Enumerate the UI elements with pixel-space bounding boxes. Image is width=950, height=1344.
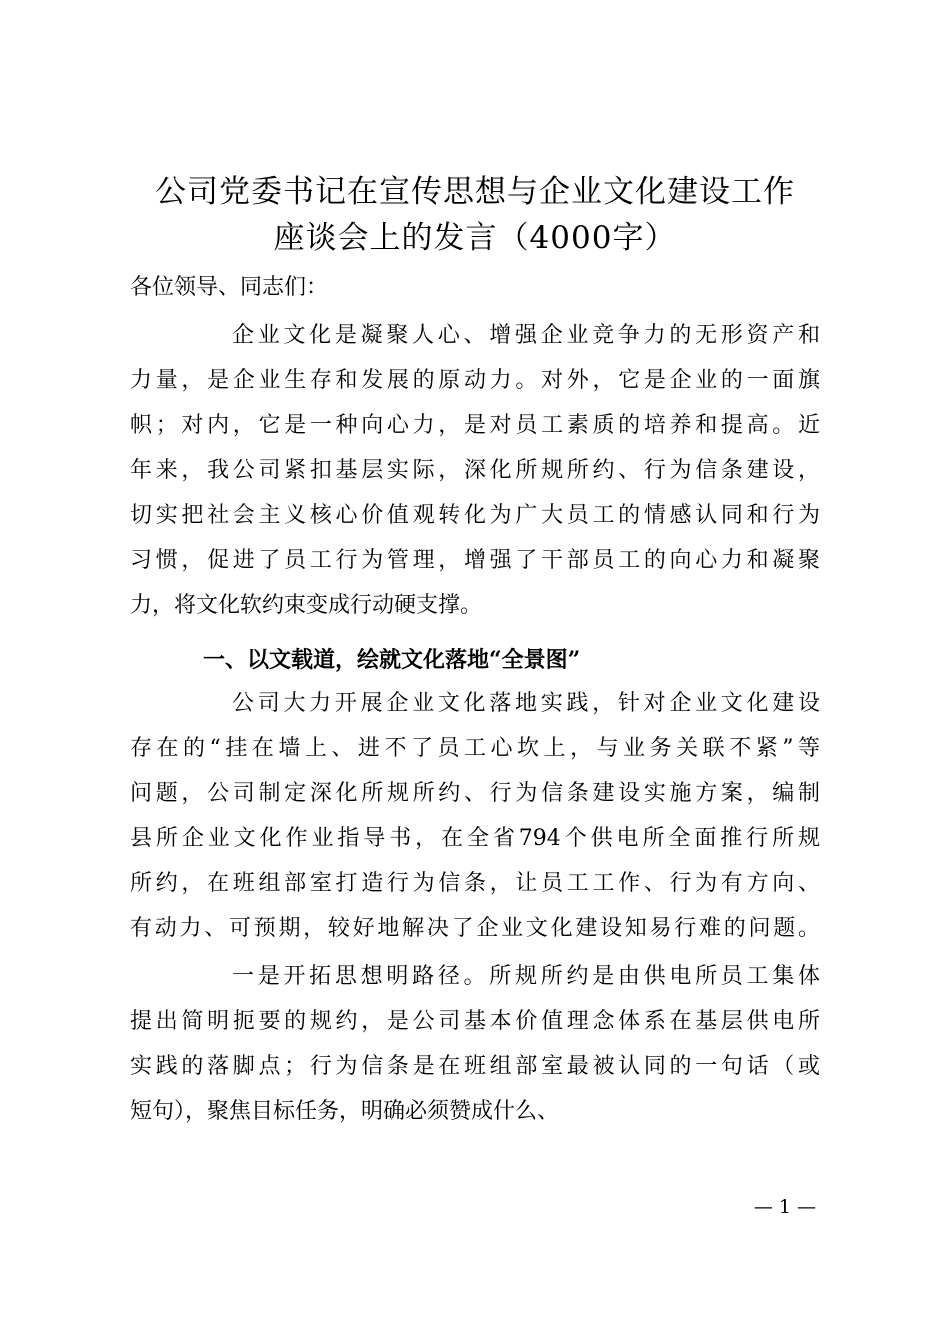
paragraph-line: 习惯，促进了员工行为管理，增强了干部员工的向心力和凝聚 [130, 548, 820, 573]
document-title-line-2: 座谈会上的发言（4000字） [273, 220, 677, 256]
paragraph-line: 所约，在班组部室打造行为信条，让员工工作、行为有方向、 [130, 871, 820, 896]
paragraph-line: 提出简明扼要的规约，是公司基本价值理念体系在基层供电所 [130, 1009, 820, 1034]
paragraph-line: 切实把社会主义核心价值观转化为广大员工的情感认同和行为 [130, 503, 820, 528]
paragraph-line: 短句），聚焦目标任务，明确必须赞成什么、 [130, 1099, 560, 1124]
paragraph-line: 公司大力开展企业文化落地实践，针对企业文化建设 [232, 691, 820, 716]
section-heading: 一、以文载道，绘就文化落地“全景图” [203, 647, 581, 673]
paragraph-line: 县所企业文化作业指导书，在全省794个供电所全面推行所规 [130, 826, 820, 851]
page-number: — 1 — [753, 1196, 816, 1218]
paragraph-line: 企业文化是凝聚人心、增强企业竞争力的无形资产和 [232, 323, 820, 348]
salutation: 各位领导、同志们： [130, 275, 329, 300]
paragraph-line: 帜；对内，它是一种向心力，是对员工素质的培养和提高。近 [130, 413, 820, 438]
paragraph-line: 力量，是企业生存和发展的原动力。对外，它是企业的一面旗 [130, 368, 820, 393]
paragraph-line: 存在的“挂在墙上、进不了员工心坎上，与业务关联不紧”等 [130, 736, 820, 761]
paragraph-line: 一是开拓思想明路径。所规所约是由供电所员工集体 [232, 964, 820, 989]
paragraph-line: 年来，我公司紧扣基层实际，深化所规所约、行为信条建设， [130, 458, 820, 483]
paragraph-line: 有动力、可预期，较好地解决了企业文化建设知易行难的问题。 [130, 916, 820, 941]
paragraph-line: 实践的落脚点；行为信条是在班组部室最被认同的一句话（或 [130, 1054, 820, 1079]
paragraph-line: 问题，公司制定深化所规所约、行为信条建设实施方案，编制 [130, 781, 820, 806]
document-title-line-1: 公司党委书记在宣传思想与企业文化建设工作 [155, 174, 795, 210]
paragraph-line: 力，将文化软约束变成行动硬支撑。 [130, 593, 483, 618]
